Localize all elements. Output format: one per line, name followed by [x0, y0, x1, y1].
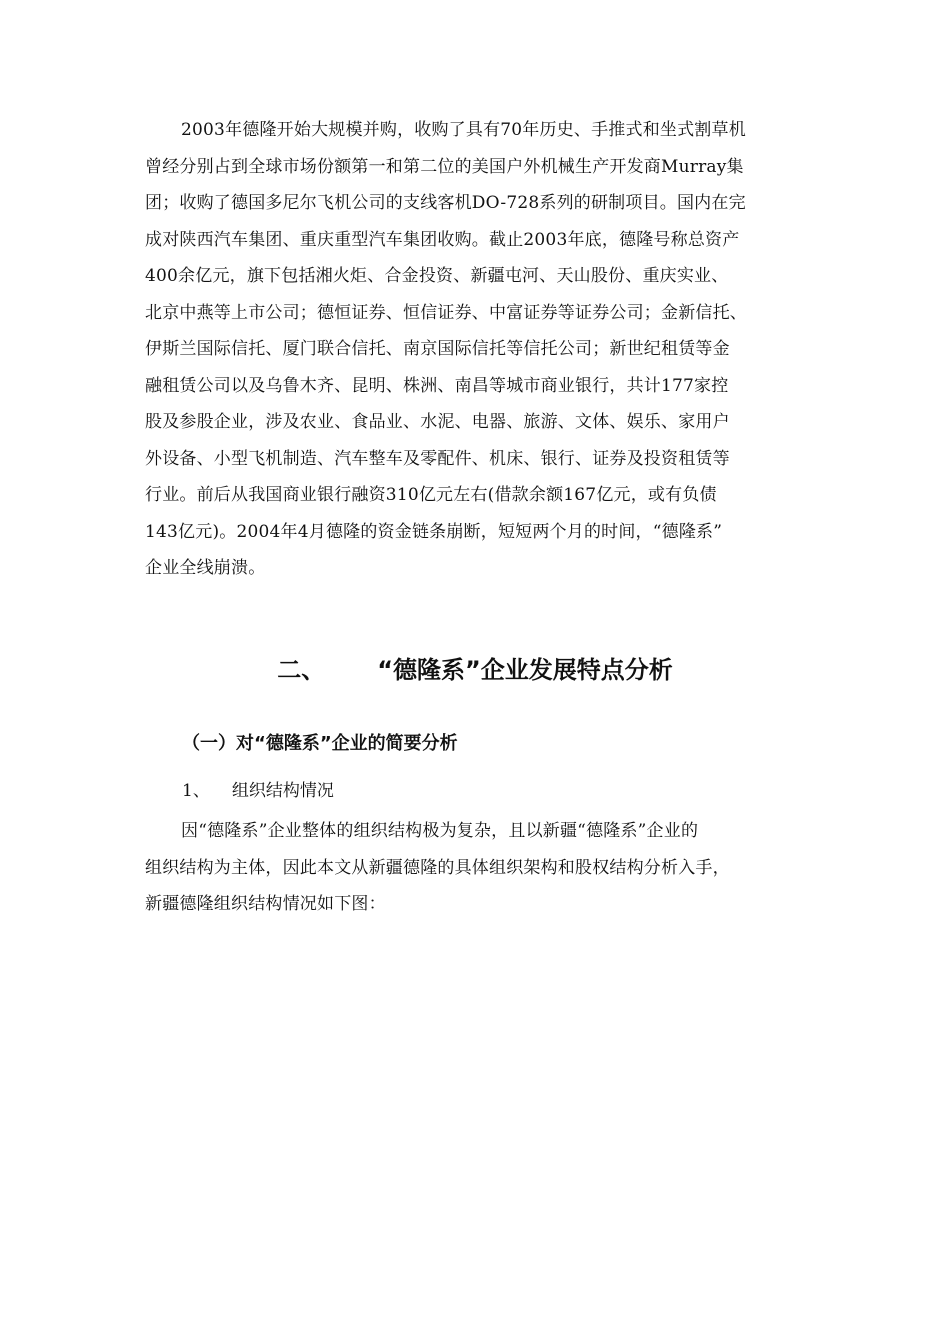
section-heading — [0, 650, 950, 690]
subsection-heading: （一）对“德隆系”企业的简要分析 — [182, 733, 458, 754]
paragraph-line: 成对陕西汽车集团、重庆重型汽车集团收购。截止2003年底，德隆号称总资产 — [145, 229, 740, 250]
paragraph-line: 行业。前后从我国商业银行融资310亿元左右(借款余额167亿元，或有负债 — [145, 485, 717, 505]
paragraph-line: 融租赁公司以及乌鲁木齐、昆明、株洲、南昌等城市商业银行，共计177家控 — [145, 375, 729, 396]
paragraph-line: 400余亿元，旗下包括湘火炬、合金投资、新疆屯河、天山股份、重庆实业、 — [145, 266, 729, 286]
paragraph-line: 2003年德隆开始大规模并购，收购了具有70年历史、手推式和坐式割草机 — [181, 120, 746, 140]
paragraph-line: 股及参股企业，涉及农业、食品业、水泥、电器、旅游、文体、娱乐、家用户 — [145, 412, 730, 432]
paragraph-structure — [145, 813, 815, 923]
item-title: 组织结构情况 — [231, 781, 334, 801]
paragraph-line: 团；收购了德国多尼尔飞机公司的支线客机DO-728系列的研制项目。国内在完 — [145, 193, 746, 213]
paragraph-line: 外设备、小型飞机制造、汽车整车及零配件、机床、银行、证券及投资租赁等 — [145, 448, 730, 469]
paragraph-line: 因“德隆系”企业整体的组织结构极为复杂，且以新疆“德隆系”企业的 — [181, 821, 699, 841]
item-number: 1、 — [182, 781, 210, 801]
paragraph-line: 北京中燕等上市公司；德恒证券、恒信证券、中富证券等证券公司；金新信托、 — [145, 302, 747, 323]
item-heading — [182, 775, 334, 807]
paragraph-line: 曾经分别占到全球市场份额第一和第二位的美国户外机械生产开发商Murray集 — [145, 156, 744, 177]
section-title: “德隆系”企业发展特点分析 — [377, 656, 673, 684]
section-number: 二、 — [277, 656, 326, 684]
paragraph-line: 企业全线崩溃。 — [145, 558, 266, 578]
paragraph-line: 组织结构为主体，因此本文从新疆德隆的具体组织架构和股权结构分析入手， — [145, 857, 730, 878]
paragraph-history — [145, 112, 815, 587]
paragraph-line: 143亿元)。2004年4月德隆的资金链条崩断，短短两个月的时间，“德隆系” — [145, 521, 723, 542]
paragraph-line: 伊斯兰国际信托、厦门联合信托、南京国际信托等信托公司；新世纪租赁等金 — [145, 339, 730, 359]
paragraph-line: 新疆德隆组织结构情况如下图： — [145, 894, 386, 914]
